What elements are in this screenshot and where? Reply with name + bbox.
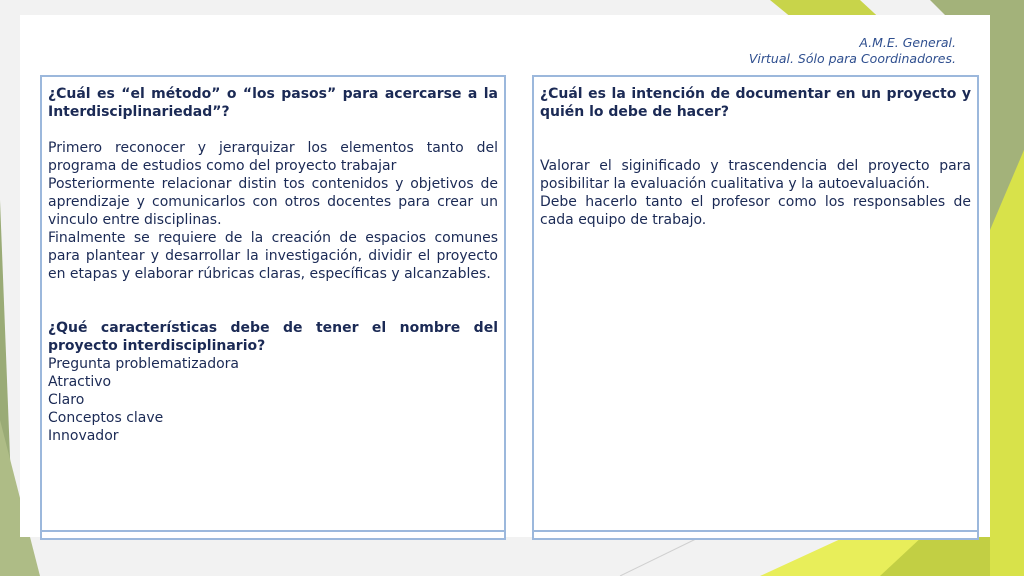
question-method: ¿Cuál es “el método” o “los pasos” para acercarse a la Interdisciplinariedad”? [48, 86, 498, 120]
right-panel [532, 75, 979, 540]
list-item: Claro [48, 392, 85, 408]
header [749, 35, 956, 67]
slide [20, 15, 990, 537]
left-panel [40, 75, 506, 540]
divider [42, 530, 504, 532]
header-line-1: A.M.E. General. [859, 35, 956, 50]
list-item: Atractivo [48, 374, 112, 390]
list-item: Innovador [48, 428, 119, 444]
answer-method-3: Finalmente se requiere de la creación de espacios comunes para plantear y desarrollar la investigación, dividir el proyecto en etapas y elaborar rúbricas claras, específicas y alcanzables. [48, 230, 498, 282]
answer-method-1: Primero reconocer y jerarquizar los elementos tanto del programa de estudios como del proyecto trabajar [48, 140, 498, 174]
question-name-characteristics: ¿Qué características debe de tener el nombre del proyecto interdisciplinario? [48, 320, 498, 354]
answer-documentation-2: Debe hacerlo tanto el profesor como los responsables de cada equipo de trabajo. [540, 194, 971, 228]
answer-method-2: Posteriormente relacionar distin tos contenidos y objetivos de aprendizaje y comunicarlos con otros docentes para crear un vinculo entre disciplinas. [48, 176, 498, 228]
question-documentation: ¿Cuál es la intención de documentar en un proyecto y quién lo debe de hacer? [540, 86, 971, 120]
header-line-2: Virtual. Sólo para Coordinadores. [748, 51, 956, 66]
thin-line-bottom [620, 537, 700, 576]
left-panel-content [48, 85, 498, 445]
right-panel-content [540, 85, 971, 229]
list-item: Conceptos clave [48, 410, 164, 426]
answer-documentation-1: Valorar el siginificado y trascendencia del proyecto para posibilitar la evaluación cualitativa y la autoevaluación. [540, 158, 971, 192]
divider [534, 530, 977, 532]
list-item: Pregunta problematizadora [48, 356, 240, 372]
